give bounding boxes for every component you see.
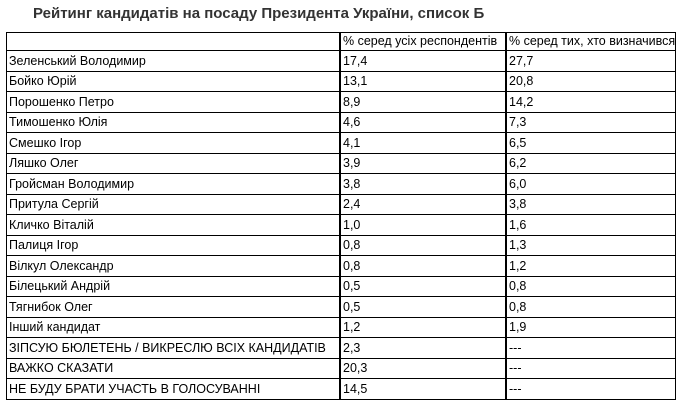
table-row (6, 256, 676, 277)
cell-decided-respondents: --- (505, 359, 676, 380)
cell-all-respondents: 3,8 (339, 174, 505, 195)
cell-candidate: Білецький Андрій (6, 277, 339, 298)
cell-all-respondents: 14,5 (339, 379, 505, 400)
cell-decided-respondents: 6,5 (505, 133, 676, 154)
cell-decided-respondents: 7,3 (505, 113, 676, 134)
cell-decided-respondents: 14,2 (505, 92, 676, 113)
table-row (6, 379, 676, 400)
table-row (6, 133, 676, 154)
table-row (6, 72, 676, 93)
cell-all-respondents: 3,9 (339, 154, 505, 175)
cell-all-respondents: 1,0 (339, 215, 505, 236)
table-row (6, 236, 676, 257)
table-row (6, 195, 676, 216)
cell-all-respondents: 0,5 (339, 277, 505, 298)
cell-all-respondents: 17,4 (339, 51, 505, 72)
table-row (6, 113, 676, 134)
cell-candidate: Порошенко Петро (6, 92, 339, 113)
cell-candidate: ВАЖКО СКАЗАТИ (6, 359, 339, 380)
cell-decided-respondents: 1,9 (505, 318, 676, 339)
cell-decided-respondents: 3,8 (505, 195, 676, 216)
cell-decided-respondents: 0,8 (505, 277, 676, 298)
table-row (6, 51, 676, 72)
cell-all-respondents: 4,1 (339, 133, 505, 154)
cell-decided-respondents: 0,8 (505, 297, 676, 318)
cell-all-respondents: 0,8 (339, 236, 505, 257)
cell-candidate: Тимошенко Юлія (6, 113, 339, 134)
cell-all-respondents: 8,9 (339, 92, 505, 113)
table-row (6, 359, 676, 380)
cell-candidate: Гройсман Володимир (6, 174, 339, 195)
table-row (6, 318, 676, 339)
cell-candidate: Смешко Ігор (6, 133, 339, 154)
cell-all-respondents: 0,5 (339, 297, 505, 318)
cell-all-respondents: 1,2 (339, 318, 505, 339)
table-row (6, 92, 676, 113)
cell-candidate: Зеленський Володимир (6, 51, 339, 72)
table-row (6, 277, 676, 298)
rating-table (6, 32, 676, 400)
cell-decided-respondents: 1,6 (505, 215, 676, 236)
cell-candidate: Ляшко Олег (6, 154, 339, 175)
cell-decided-respondents: --- (505, 338, 676, 359)
cell-candidate: Кличко Віталій (6, 215, 339, 236)
header-all-respondents: % серед усіх респондентів (339, 32, 505, 51)
cell-candidate: ЗІПСУЮ БЮЛЕТЕНЬ / ВИКРЕСЛЮ ВСІХ КАНДИДАТІВ (6, 338, 339, 359)
table-row (6, 215, 676, 236)
table-header-row (6, 32, 676, 51)
cell-candidate: Вілкул Олександр (6, 256, 339, 277)
table-row (6, 174, 676, 195)
cell-candidate: Інший кандидат (6, 318, 339, 339)
cell-decided-respondents: 20,8 (505, 72, 676, 93)
cell-all-respondents: 0,8 (339, 256, 505, 277)
cell-all-respondents: 2,3 (339, 338, 505, 359)
cell-decided-respondents: 6,0 (505, 174, 676, 195)
cell-candidate: НЕ БУДУ БРАТИ УЧАСТЬ В ГОЛОСУВАННІ (6, 379, 339, 400)
cell-decided-respondents: --- (505, 379, 676, 400)
cell-all-respondents: 20,3 (339, 359, 505, 380)
cell-candidate: Палиця Ігор (6, 236, 339, 257)
cell-all-respondents: 2,4 (339, 195, 505, 216)
cell-candidate: Притула Сергій (6, 195, 339, 216)
cell-decided-respondents: 1,2 (505, 256, 676, 277)
table-row (6, 154, 676, 175)
table-row (6, 297, 676, 318)
cell-candidate: Бойко Юрій (6, 72, 339, 93)
cell-all-respondents: 4,6 (339, 113, 505, 134)
table-row (6, 338, 676, 359)
cell-candidate: Тягнибок Олег (6, 297, 339, 318)
header-decided-respondents: % серед тих, хто визначився (505, 32, 676, 51)
cell-all-respondents: 13,1 (339, 72, 505, 93)
cell-decided-respondents: 6,2 (505, 154, 676, 175)
cell-decided-respondents: 27,7 (505, 51, 676, 72)
header-candidate (6, 32, 339, 51)
cell-decided-respondents: 1,3 (505, 236, 676, 257)
page-title: Рейтинг кандидатів на посаду Президента України, список Б (33, 5, 485, 22)
